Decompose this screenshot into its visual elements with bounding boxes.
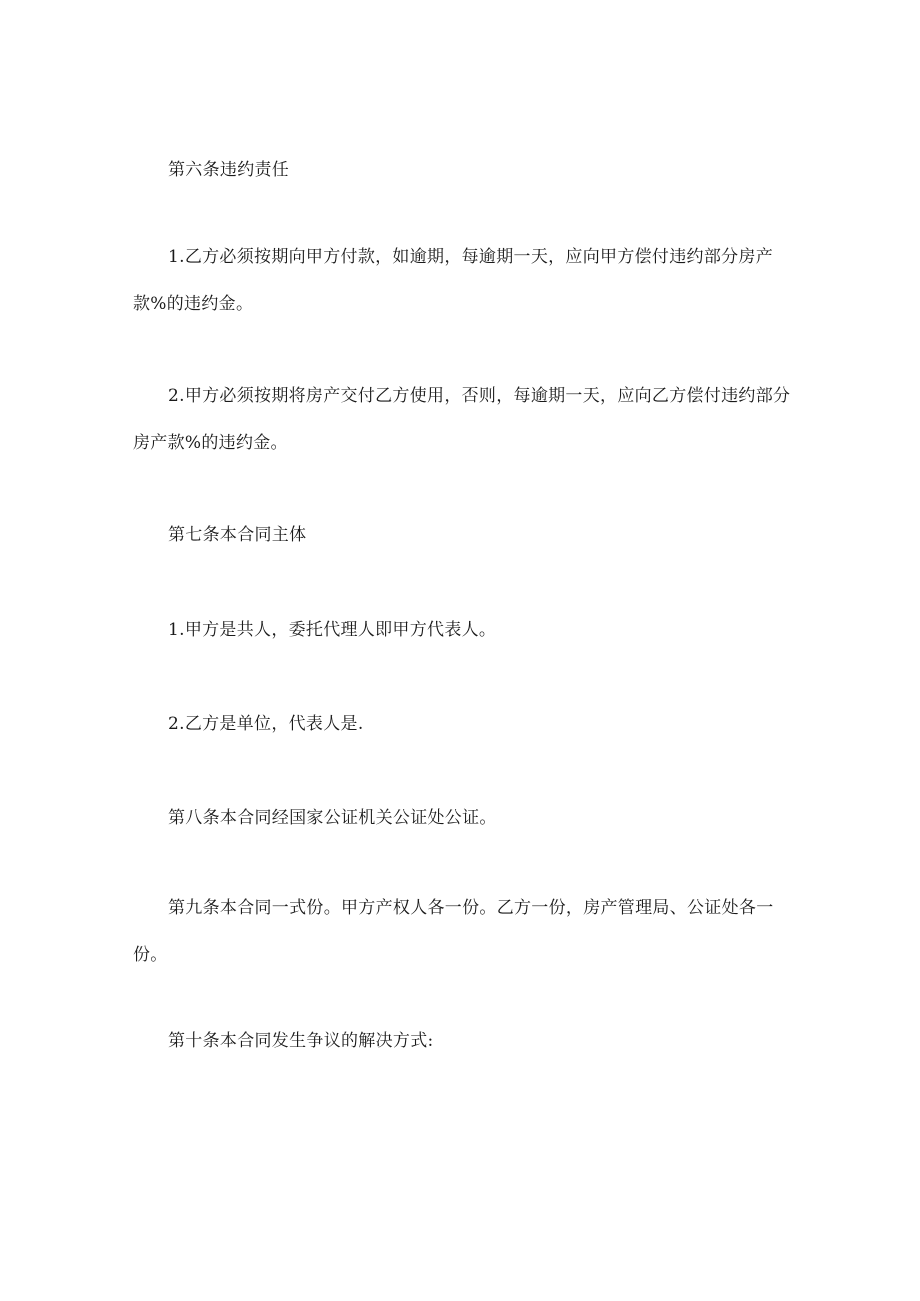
article-8: 第八条本合同经国家公证机关公证处公证。: [168, 808, 497, 828]
article-10: 第十条本合同发生争议的解决方式:: [168, 1031, 434, 1051]
article-9: 第九条本合同一式份。甲方产权人各一份。乙方一份，房产管理局、公证处各一份。: [133, 898, 774, 965]
article-7-heading: 第七条本合同主体: [168, 525, 307, 545]
article-7-clause-1: 1.甲方是共人，委托代理人即甲方代表人。: [168, 620, 497, 640]
article-6-clause-1: 1.乙方必须按期向甲方付款，如逾期，每逾期一天，应向甲方偿付违约部分房产款%的违约金。: [133, 247, 774, 314]
article-6-clause-2: 2.甲方必须按期将房产交付乙方使用，否则，每逾期一天，应向乙方偿付违约部分房产款%的违约金。: [133, 386, 791, 453]
article-6-heading: 第六条违约责任: [168, 160, 290, 180]
article-7-clause-2: 2.乙方是单位，代表人是.: [168, 714, 364, 734]
